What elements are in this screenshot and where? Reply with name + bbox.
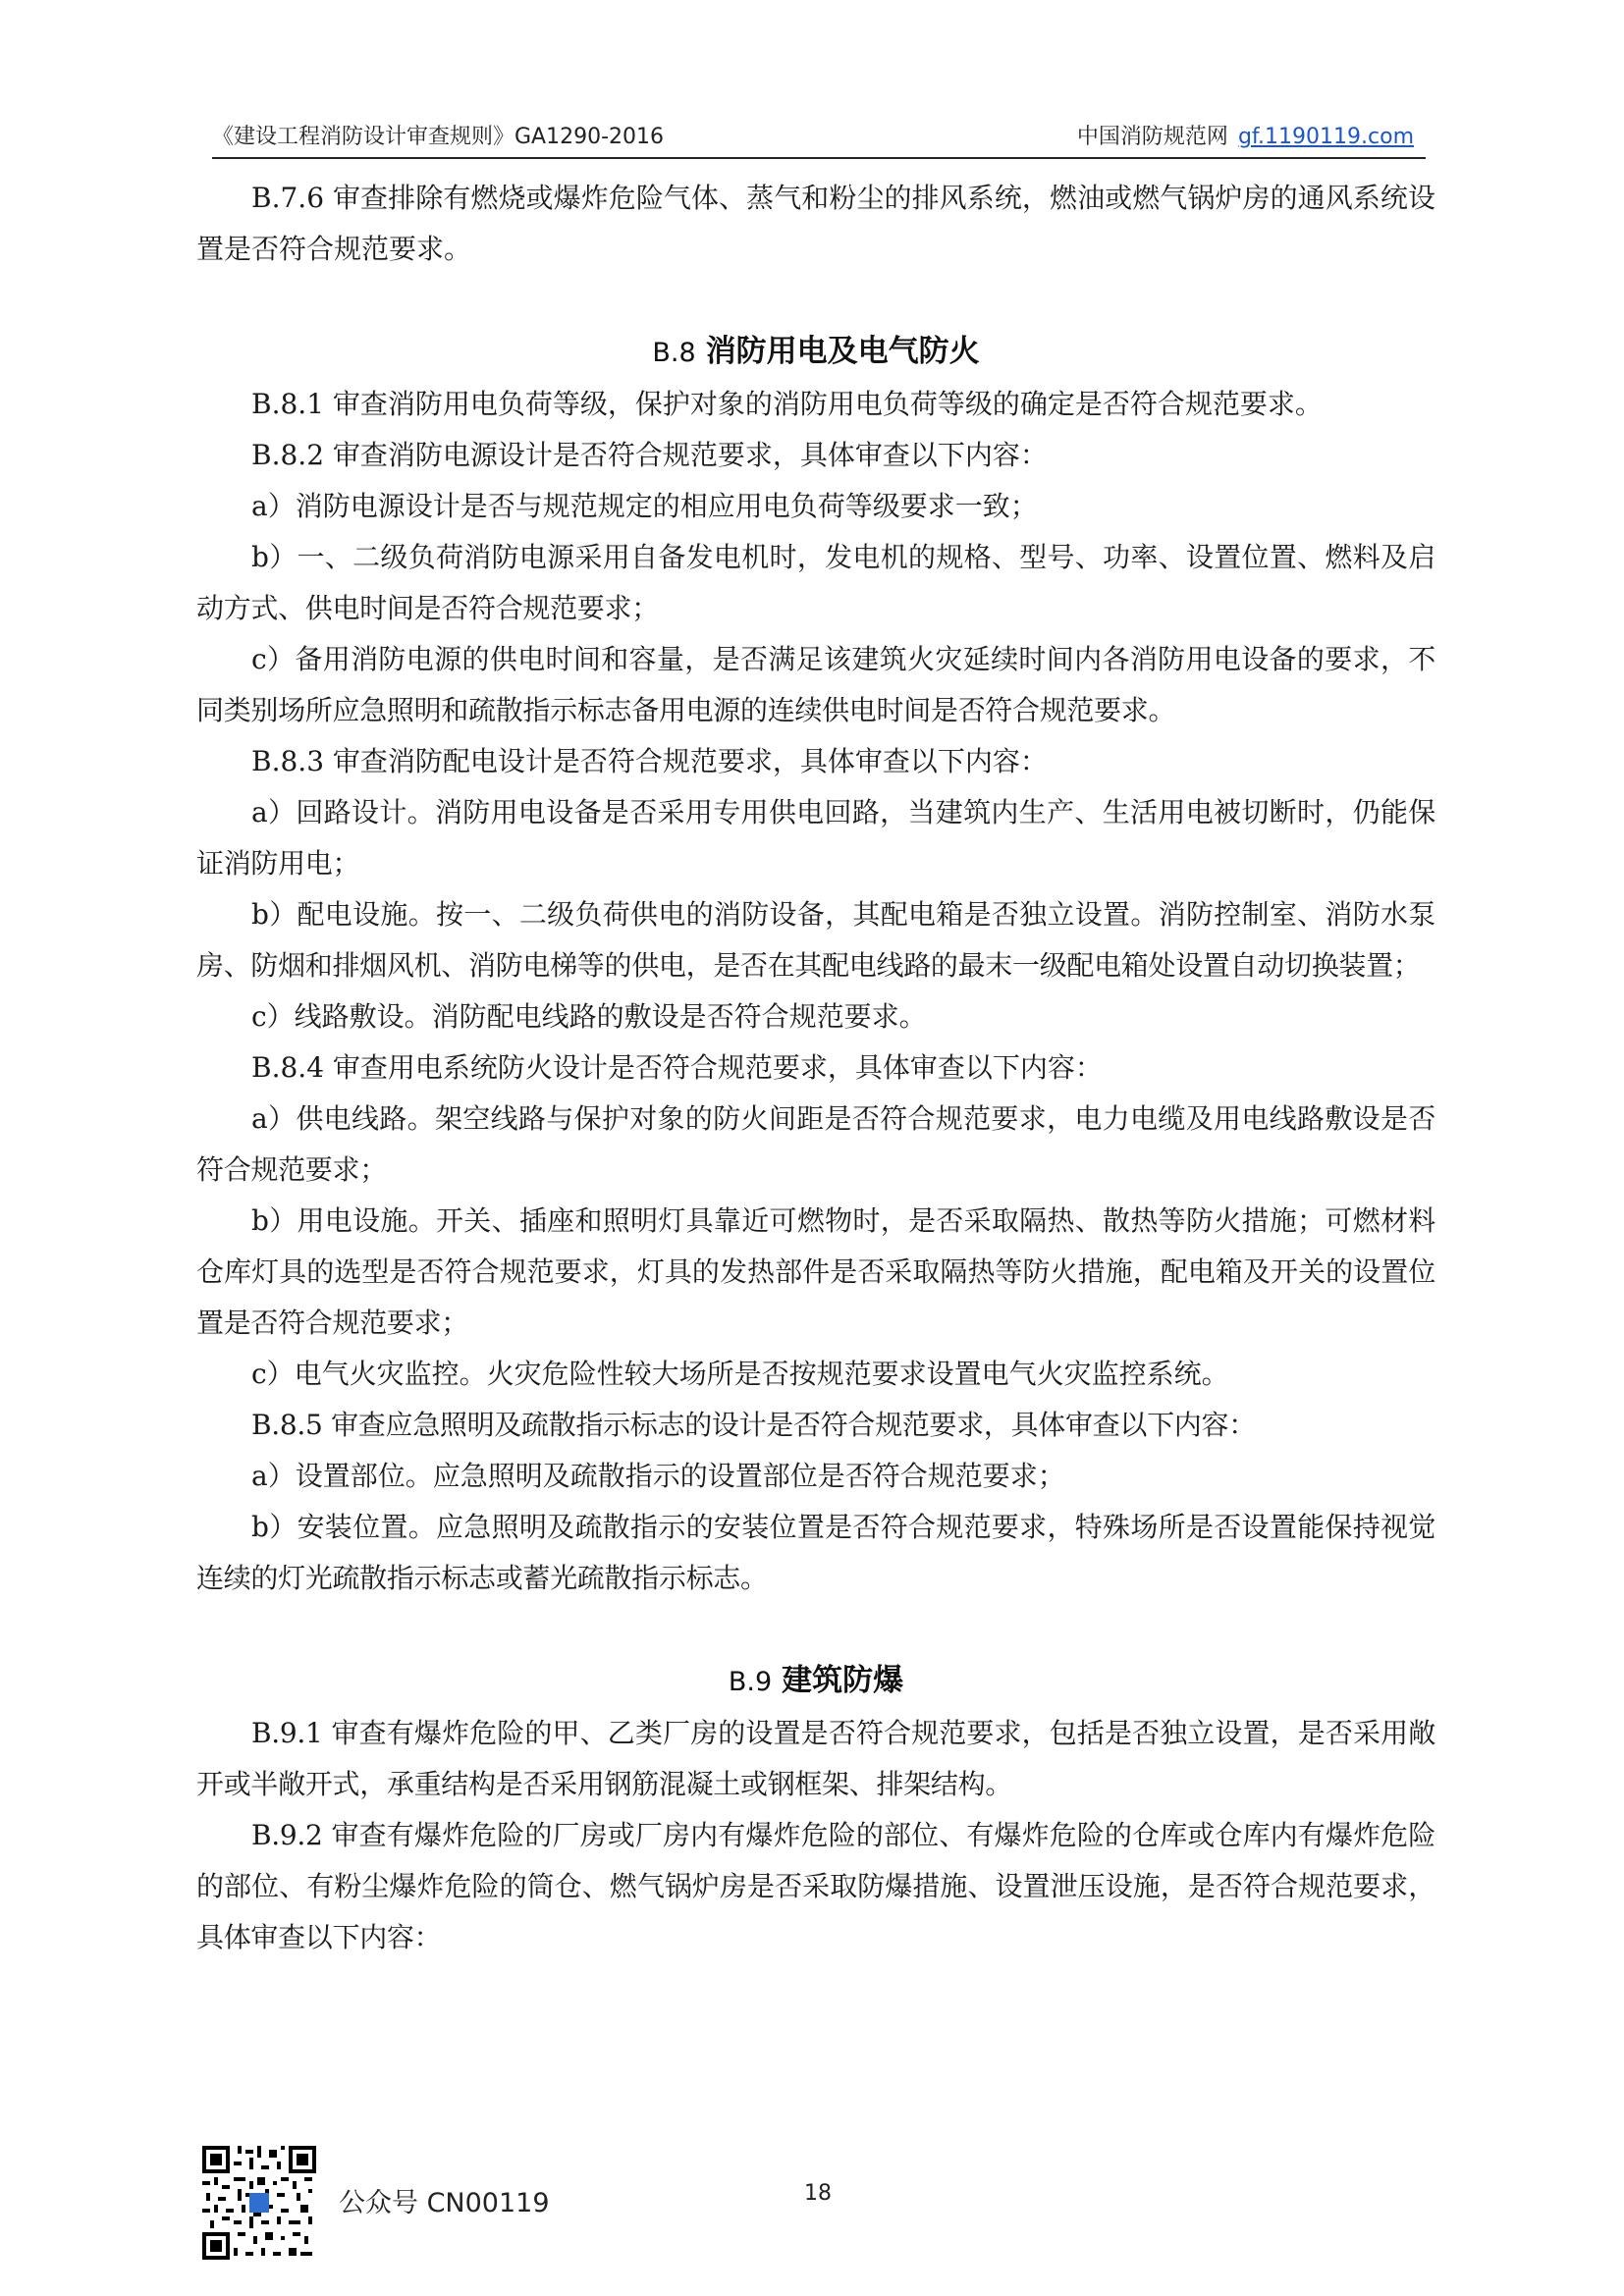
paragraph: b）用电设施。开关、插座和照明灯具靠近可燃物时，是否采取隔热、散热等防火措施；可燃材料仓库灯具的选型是否符合规范要求，灯具的发热部件是否采取隔热等防火措施，配电箱及开关的设置位置是否符合规范要求； [196,1204,1435,1339]
paragraph: a）设置部位。应急照明及疏散指示的设置部位是否符合规范要求； [251,1460,1065,1492]
paragraph: c）电气火灾监控。火灾危险性较大场所是否按规范要求设置电气火灾监控系统。 [251,1358,1229,1390]
paragraph: B.9.2 审查有爆炸危险的厂房或厂房内有爆炸危险的部位、有爆炸危险的仓库或仓库内有爆炸危险的部位、有粉尘爆炸危险的筒仓、燃气锅炉房是否采取防爆措施、设置泄压设施，是否符合规范要求，具体审查以下内容： [196,1819,1435,1953]
site-info [1077,120,1414,150]
paragraph: B.8.4 审查用电系统防火设计是否符合规范要求，具体审查以下内容： [251,1051,1103,1084]
paragraph: c）备用消防电源的供电时间和容量，是否满足该建筑火灾延续时间内各消防用电设备的要求，不同类别场所应急照明和疏散指示标志备用电源的连续供电时间是否符合规范要求。 [196,643,1435,726]
paragraph: B.8.5 审查应急照明及疏散指示标志的设计是否符合规范要求，具体审查以下内容： [251,1409,1256,1441]
paragraph: b）配电设施。按一、二级负荷供电的消防设备，其配电箱是否独立设置。消防控制室、消防水泵房、防烟和排烟风机、消防电梯等的供电，是否在其配电线路的最末一级配电箱处设置自动切换装置； [196,898,1435,982]
paragraph: B.8.1 审查消防用电负荷等级，保护对象的消防用电负荷等级的确定是否符合规范要求。 [251,388,1323,420]
section-number: B.9 [728,1667,773,1697]
paragraph: B.8.3 审查消防配电设计是否符合规范要求，具体审查以下内容： [251,745,1048,777]
document-body [196,173,1435,1963]
paragraph: b）安装位置。应急照明及疏散指示的安装位置是否符合规范要求，特殊场所是否设置能保持视觉连续的灯光疏散指示标志或蓄光疏散指示标志。 [196,1511,1435,1594]
paragraph: a）回路设计。消防用电设备是否采用专用供电回路，当建筑内生产、生活用电被切断时，仍能保证消防用电； [196,796,1435,880]
paragraph-b7-6: B.7.6 审查排除有燃烧或爆炸危险气体、蒸气和粉尘的排风系统，燃油或燃气锅炉房的通风系统设置是否符合规范要求。 [196,182,1435,265]
section-title: 消防用电及电气防火 [705,334,980,369]
site-name: 中国消防规范网 [1076,125,1228,149]
page-number: 18 [804,2181,832,2206]
paragraph: b）一、二级负荷消防电源采用自备发电机时，发电机的规格、型号、功率、设置位置、燃料及启动方式、供电时间是否符合规范要求； [196,541,1435,624]
site-url-link[interactable]: gf.1190119.com [1237,125,1414,149]
paragraph: a）消防电源设计是否与规范规定的相应用电负荷等级要求一致； [251,490,1038,522]
section-title: 建筑防爆 [782,1663,904,1698]
section-heading-b9 [196,1655,1435,1708]
paragraph: a）供电线路。架空线路与保护对象的防火间距是否符合规范要求，电力电缆及用电线路敷设是否符合规范要求； [196,1102,1435,1186]
document-title: 《建设工程消防设计审查规则》GA1290-2016 [212,125,665,149]
section-heading-b8 [196,326,1435,379]
paragraph: B.9.1 审查有爆炸危险的甲、乙类厂房的设置是否符合规范要求，包括是否独立设置，是否采用敞开或半敞开式，承重结构是否采用钢筋混凝土或钢框架、排架结构。 [196,1717,1435,1800]
section-number: B.8 [652,338,696,368]
paragraph: c）线路敷设。消防配电线路的敷设是否符合规范要求。 [251,1000,927,1033]
qr-code-icon [202,2146,316,2260]
wechat-account-label: 公众号 CN00119 [339,2188,550,2218]
qr-code-graphic [202,2146,316,2260]
paragraph: B.8.2 审查消防电源设计是否符合规范要求，具体审查以下内容： [251,439,1048,471]
page-header [212,118,1426,159]
